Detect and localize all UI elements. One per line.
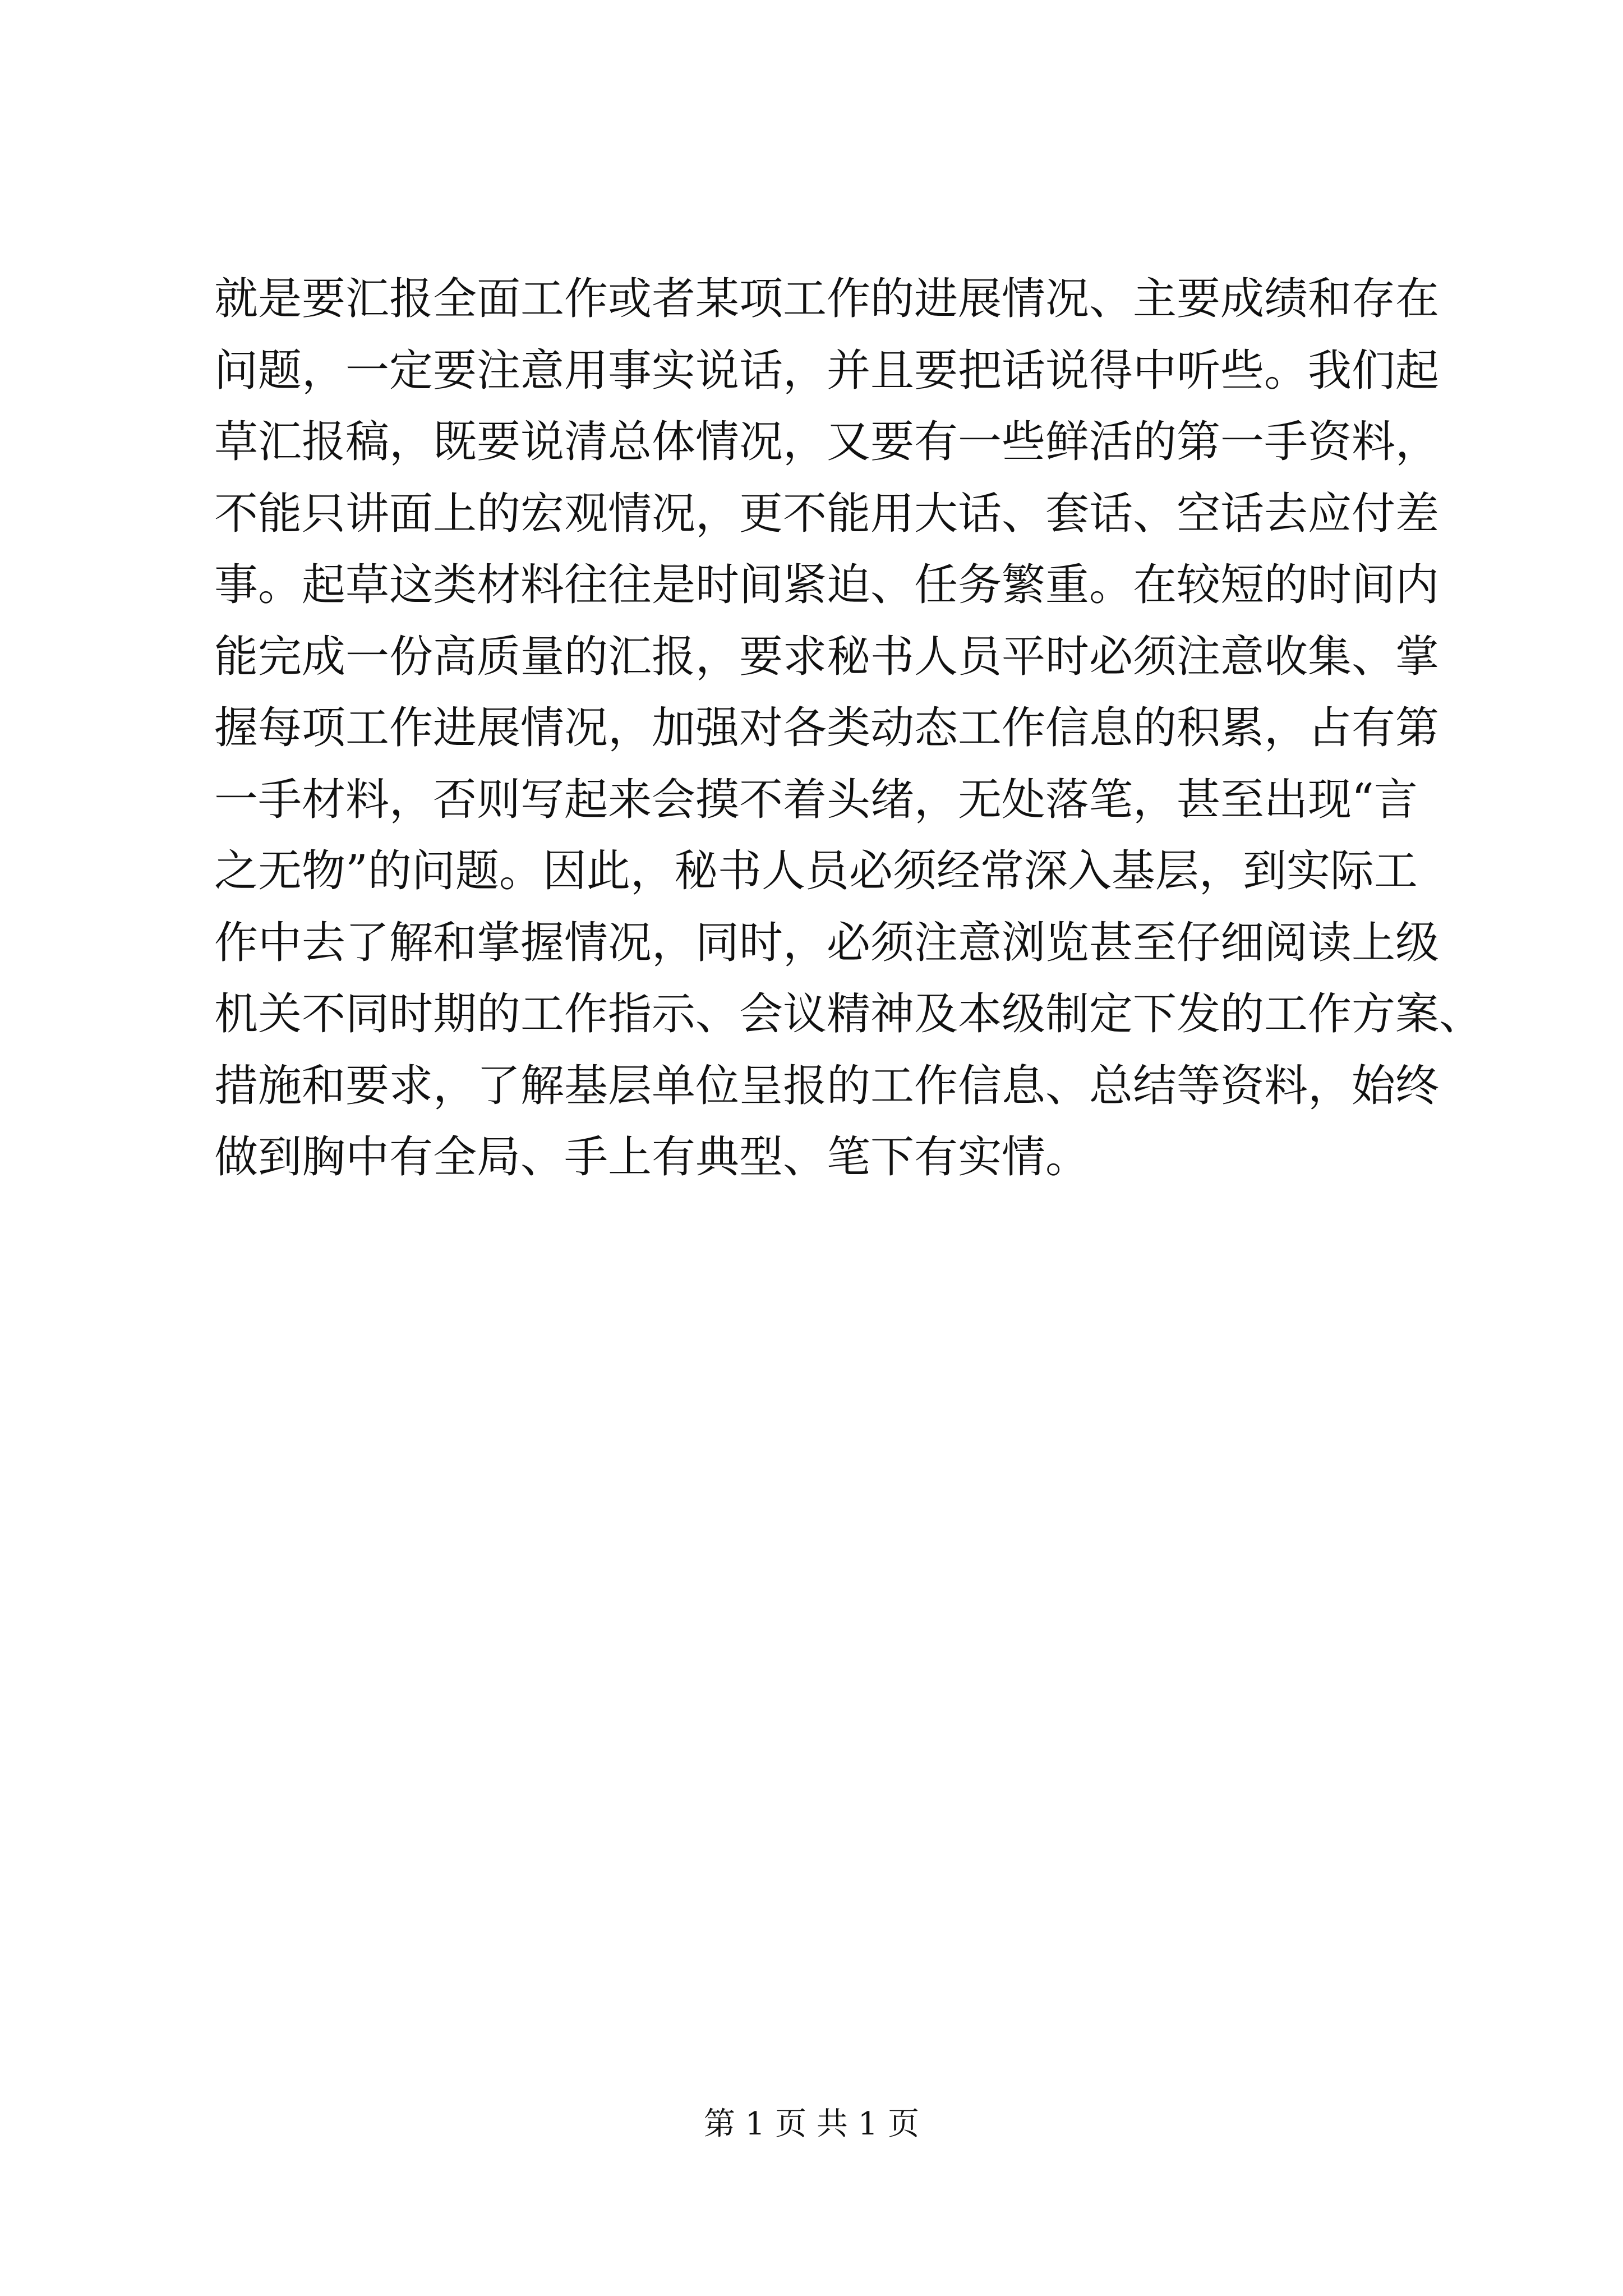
paragraph-line: 做到胸中有全局、手上有典型、笔下有实情。: [214, 1132, 1090, 1182]
paragraph-line: 握每项工作进展情况，加强对各类动态工作信息的积累，占有第: [214, 703, 1440, 753]
paragraph-line: 不能只讲面上的宏观情况，更不能用大话、套话、空话去应付差: [214, 488, 1440, 539]
paragraph-line: 之无物”的问题。因此，秘书人员必须经常深入基层，到实际工: [214, 846, 1418, 896]
paragraph-line: 问题，一定要注意用事实说话，并且要把话说得中听些。我们起: [214, 345, 1440, 396]
paragraph-line: 就是要汇报全面工作或者某项工作的进展情况、主要成绩和存在: [214, 274, 1440, 324]
paragraph-line: 机关不同时期的工作指示、会议精神及本级制定下发的工作方案、: [214, 989, 1483, 1039]
paragraph-line: 草汇报稿，既要说清总体情况，又要有一些鲜活的第一手资料，: [214, 417, 1440, 467]
paragraph-line: 措施和要求，了解基层单位呈报的工作信息、总结等资料，始终: [214, 1060, 1440, 1111]
paragraph-line: 能完成一份高质量的汇报，要求秘书人员平时必须注意收集、掌: [214, 631, 1440, 682]
page-number-footer: 第 1 页 共 1 页: [703, 2106, 920, 2142]
paragraph-line: 作中去了解和掌握情况，同时，必须注意浏览甚至仔细阅读上级: [214, 917, 1440, 968]
paragraph-line: 一手材料，否则写起来会摸不着头绪，无处落笔，甚至出现“言: [214, 774, 1418, 825]
paragraph-line: 事。起草这类材料往往是时间紧迫、任务繁重。在较短的时间内: [214, 560, 1440, 610]
body-paragraph: [214, 264, 1483, 1194]
